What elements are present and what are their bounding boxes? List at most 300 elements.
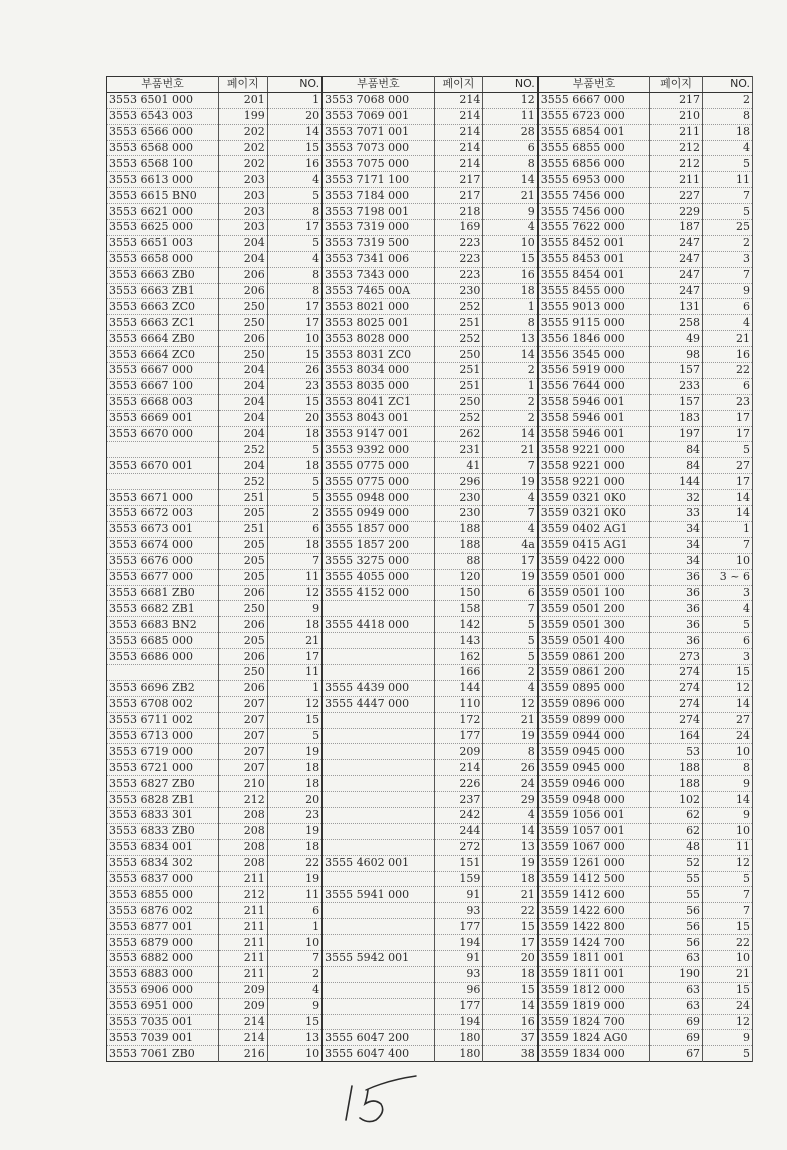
- page-cell: 36: [650, 617, 703, 633]
- no-cell: 15: [267, 347, 322, 363]
- no-cell: 4: [703, 140, 753, 156]
- no-cell: 23: [703, 394, 753, 410]
- page-cell: 247: [650, 235, 703, 251]
- part-number-cell: 3559 1811 001: [538, 966, 650, 982]
- page-cell: 204: [218, 378, 267, 394]
- no-cell: 12: [483, 696, 538, 712]
- part-number-cell: 3553 6667 000: [107, 363, 219, 379]
- no-cell: 4: [483, 220, 538, 236]
- part-number-cell: 3553 9392 000: [322, 442, 434, 458]
- page-cell: 144: [434, 680, 483, 696]
- part-number-cell: 3559 1412 500: [538, 871, 650, 887]
- no-cell: 15: [267, 140, 322, 156]
- part-number-cell: 3553 6833 301: [107, 807, 219, 823]
- part-number-cell: [322, 776, 434, 792]
- no-cell: 8: [267, 283, 322, 299]
- page-cell: 202: [218, 140, 267, 156]
- page-cell: 157: [650, 363, 703, 379]
- no-cell: 10: [703, 553, 753, 569]
- page-cell: 157: [650, 394, 703, 410]
- page-cell: 205: [218, 633, 267, 649]
- part-number-cell: 3553 7341 006: [322, 251, 434, 267]
- part-number-cell: 3559 1422 600: [538, 903, 650, 919]
- page-cell: 223: [434, 267, 483, 283]
- part-number-cell: 3553 6663 ZB1: [107, 283, 219, 299]
- page-cell: 274: [650, 680, 703, 696]
- no-cell: 17: [703, 474, 753, 490]
- no-cell: 11: [267, 569, 322, 585]
- table-row: [107, 506, 753, 522]
- page-cell: 151: [434, 855, 483, 871]
- no-cell: 8: [483, 156, 538, 172]
- page-cell: 110: [434, 696, 483, 712]
- no-cell: 8: [703, 760, 753, 776]
- page-cell: 158: [434, 601, 483, 617]
- no-cell: 16: [483, 267, 538, 283]
- page-cell: 207: [218, 760, 267, 776]
- part-number-cell: 3555 6047 400: [322, 1046, 434, 1062]
- part-number-cell: 3553 6876 002: [107, 903, 219, 919]
- no-cell: 5: [267, 235, 322, 251]
- part-number-cell: 3553 6501 000: [107, 92, 219, 108]
- no-cell: 14: [483, 998, 538, 1014]
- part-number-cell: 3553 6686 000: [107, 649, 219, 665]
- no-cell: 6: [703, 633, 753, 649]
- no-cell: 15: [267, 712, 322, 728]
- page-cell: 209: [218, 998, 267, 1014]
- page-cell: 203: [218, 220, 267, 236]
- part-number-cell: 3553 8031 ZC0: [322, 347, 434, 363]
- part-number-cell: 3555 4602 001: [322, 855, 434, 871]
- no-cell: 9: [267, 998, 322, 1014]
- part-number-cell: 3553 6615 BN0: [107, 188, 219, 204]
- no-cell: 19: [267, 823, 322, 839]
- part-number-cell: 3555 7456 000: [538, 204, 650, 220]
- part-number-cell: 3555 8453 001: [538, 251, 650, 267]
- page-cell: 52: [650, 855, 703, 871]
- table-row: [107, 744, 753, 760]
- no-cell: 25: [703, 220, 753, 236]
- part-number-cell: [322, 760, 434, 776]
- table-row: [107, 712, 753, 728]
- part-number-cell: 3553 8021 000: [322, 299, 434, 315]
- no-cell: 8: [267, 204, 322, 220]
- no-cell: 12: [703, 680, 753, 696]
- header-part-number: 부품번호: [322, 77, 434, 93]
- page-cell: 91: [434, 887, 483, 903]
- no-cell: 8: [483, 315, 538, 331]
- header-page: 페이지: [650, 77, 703, 93]
- page-cell: 223: [434, 235, 483, 251]
- table-row: [107, 299, 753, 315]
- page-cell: 34: [650, 553, 703, 569]
- part-number-cell: 3559 1422 800: [538, 919, 650, 935]
- part-number-cell: 3553 6696 ZB2: [107, 680, 219, 696]
- page-cell: 210: [218, 776, 267, 792]
- page-cell: 199: [218, 108, 267, 124]
- no-cell: 2: [703, 235, 753, 251]
- no-cell: 7: [483, 458, 538, 474]
- page-cell: 242: [434, 807, 483, 823]
- page-cell: 247: [650, 251, 703, 267]
- page-cell: 188: [650, 776, 703, 792]
- page-cell: 166: [434, 664, 483, 680]
- no-cell: 13: [483, 331, 538, 347]
- no-cell: 11: [703, 839, 753, 855]
- page-cell: 250: [218, 347, 267, 363]
- no-cell: 14: [703, 490, 753, 506]
- page-cell: 227: [650, 188, 703, 204]
- part-number-cell: 3553 6677 000: [107, 569, 219, 585]
- page-cell: 204: [218, 394, 267, 410]
- part-number-cell: 3553 6951 000: [107, 998, 219, 1014]
- page-cell: 244: [434, 823, 483, 839]
- part-number-cell: 3553 7171 100: [322, 172, 434, 188]
- no-cell: 5: [267, 474, 322, 490]
- part-number-cell: 3555 3275 000: [322, 553, 434, 569]
- page-cell: 208: [218, 855, 267, 871]
- page-cell: 55: [650, 871, 703, 887]
- part-number-cell: 3556 7644 000: [538, 378, 650, 394]
- page-cell: 205: [218, 553, 267, 569]
- page-cell: 251: [434, 378, 483, 394]
- part-number-cell: 3555 6855 000: [538, 140, 650, 156]
- table-row: [107, 490, 753, 506]
- no-cell: 15: [483, 919, 538, 935]
- page-cell: 177: [434, 998, 483, 1014]
- no-cell: 2: [483, 394, 538, 410]
- no-cell: 1: [267, 92, 322, 108]
- page-cell: 208: [218, 807, 267, 823]
- header-row: [107, 77, 753, 93]
- no-cell: 7: [483, 601, 538, 617]
- page-cell: 203: [218, 204, 267, 220]
- page-cell: 34: [650, 521, 703, 537]
- part-number-cell: 3553 7071 001: [322, 124, 434, 140]
- page-cell: 204: [218, 458, 267, 474]
- page-cell: 172: [434, 712, 483, 728]
- no-cell: 5: [483, 617, 538, 633]
- part-number-cell: [322, 982, 434, 998]
- no-cell: 8: [703, 108, 753, 124]
- page-cell: 204: [218, 426, 267, 442]
- no-cell: 1: [267, 919, 322, 935]
- part-number-cell: [322, 935, 434, 951]
- page-cell: 63: [650, 950, 703, 966]
- table-row: [107, 188, 753, 204]
- page-cell: 217: [434, 172, 483, 188]
- part-number-cell: 3553 6663 ZC1: [107, 315, 219, 331]
- page-cell: 226: [434, 776, 483, 792]
- page-cell: 205: [218, 506, 267, 522]
- no-cell: 14: [483, 347, 538, 363]
- no-cell: 10: [703, 950, 753, 966]
- part-number-cell: 3559 0402 AG1: [538, 521, 650, 537]
- part-number-cell: 3553 6568 000: [107, 140, 219, 156]
- part-number-cell: 3559 0895 000: [538, 680, 650, 696]
- part-number-cell: 3555 8455 000: [538, 283, 650, 299]
- part-number-cell: 3556 5919 000: [538, 363, 650, 379]
- no-cell: 6: [483, 585, 538, 601]
- no-cell: 13: [483, 839, 538, 855]
- table-row: [107, 553, 753, 569]
- no-cell: 7: [703, 887, 753, 903]
- table-row: [107, 283, 753, 299]
- page-cell: 214: [434, 140, 483, 156]
- table-row: [107, 919, 753, 935]
- part-number-cell: 3555 4055 000: [322, 569, 434, 585]
- no-cell: 16: [703, 347, 753, 363]
- page-cell: 211: [218, 903, 267, 919]
- part-number-cell: 3559 0501 100: [538, 585, 650, 601]
- part-number-cell: 3559 0899 000: [538, 712, 650, 728]
- part-number-cell: 3553 6667 100: [107, 378, 219, 394]
- no-cell: 5: [703, 442, 753, 458]
- part-number-cell: [322, 792, 434, 808]
- part-number-cell: 3553 6719 000: [107, 744, 219, 760]
- page-cell: 204: [218, 363, 267, 379]
- page-cell: 206: [218, 267, 267, 283]
- part-number-cell: 3559 0945 000: [538, 760, 650, 776]
- page-cell: 211: [218, 966, 267, 982]
- table-row: [107, 331, 753, 347]
- page-cell: 63: [650, 998, 703, 1014]
- part-number-cell: 3559 0861 200: [538, 649, 650, 665]
- part-number-cell: [107, 474, 219, 490]
- page-cell: 274: [650, 712, 703, 728]
- header-page: 페이지: [434, 77, 483, 93]
- part-number-cell: 3553 6663 ZC0: [107, 299, 219, 315]
- no-cell: 5: [267, 728, 322, 744]
- part-number-cell: [322, 807, 434, 823]
- header-no: NO.: [267, 77, 322, 93]
- no-cell: 2: [703, 92, 753, 108]
- page-cell: 204: [218, 251, 267, 267]
- parts-index-table: [106, 76, 753, 1062]
- part-number-cell: 3553 6671 000: [107, 490, 219, 506]
- page-cell: 229: [650, 204, 703, 220]
- part-number-cell: 3553 6651 003: [107, 235, 219, 251]
- table-row: [107, 950, 753, 966]
- table-row: [107, 871, 753, 887]
- no-cell: 2: [483, 363, 538, 379]
- part-number-cell: [322, 728, 434, 744]
- no-cell: 18: [267, 426, 322, 442]
- page-cell: 212: [218, 887, 267, 903]
- page-cell: 250: [218, 299, 267, 315]
- no-cell: 23: [267, 378, 322, 394]
- part-number-cell: 3553 6621 000: [107, 204, 219, 220]
- table-row: [107, 251, 753, 267]
- part-number-cell: 3553 6669 001: [107, 410, 219, 426]
- page-cell: 211: [218, 935, 267, 951]
- no-cell: 7: [703, 267, 753, 283]
- part-number-cell: [322, 1014, 434, 1030]
- no-cell: 23: [267, 807, 322, 823]
- no-cell: 16: [267, 156, 322, 172]
- no-cell: 38: [483, 1046, 538, 1062]
- page-cell: 250: [218, 601, 267, 617]
- page-cell: 218: [434, 204, 483, 220]
- part-number-cell: 3556 1846 000: [538, 331, 650, 347]
- no-cell: 14: [703, 696, 753, 712]
- no-cell: 12: [267, 696, 322, 712]
- part-number-cell: 3553 6543 003: [107, 108, 219, 124]
- table-row: [107, 426, 753, 442]
- no-cell: 3: [703, 649, 753, 665]
- part-number-cell: [322, 712, 434, 728]
- no-cell: 14: [703, 506, 753, 522]
- part-number-cell: 3553 6833 ZB0: [107, 823, 219, 839]
- no-cell: 26: [267, 363, 322, 379]
- page-cell: 98: [650, 347, 703, 363]
- page-cell: 217: [650, 92, 703, 108]
- part-number-cell: 3553 6708 002: [107, 696, 219, 712]
- no-cell: 19: [483, 728, 538, 744]
- no-cell: 8: [267, 267, 322, 283]
- table-row: [107, 696, 753, 712]
- no-cell: 7: [267, 950, 322, 966]
- page-cell: 206: [218, 617, 267, 633]
- page-cell: 237: [434, 792, 483, 808]
- part-number-cell: 3555 4152 000: [322, 585, 434, 601]
- table-row: [107, 728, 753, 744]
- page-cell: 96: [434, 982, 483, 998]
- no-cell: 1: [267, 680, 322, 696]
- page-cell: 212: [650, 140, 703, 156]
- no-cell: 10: [483, 235, 538, 251]
- part-number-cell: 3556 3545 000: [538, 347, 650, 363]
- no-cell: 10: [267, 331, 322, 347]
- no-cell: 14: [267, 124, 322, 140]
- part-number-cell: 3555 7622 000: [538, 220, 650, 236]
- no-cell: 7: [703, 188, 753, 204]
- page-cell: 177: [434, 728, 483, 744]
- table-row: [107, 124, 753, 140]
- no-cell: 2: [267, 966, 322, 982]
- no-cell: 19: [267, 871, 322, 887]
- no-cell: 22: [483, 903, 538, 919]
- no-cell: 4: [483, 490, 538, 506]
- part-number-cell: 3559 1824 700: [538, 1014, 650, 1030]
- part-number-cell: 3553 8043 001: [322, 410, 434, 426]
- no-cell: 20: [483, 950, 538, 966]
- part-number-cell: 3553 7075 000: [322, 156, 434, 172]
- no-cell: 9: [703, 807, 753, 823]
- part-number-cell: [107, 664, 219, 680]
- table-row: [107, 458, 753, 474]
- no-cell: 22: [703, 935, 753, 951]
- no-cell: 18: [267, 537, 322, 553]
- no-cell: 14: [703, 792, 753, 808]
- no-cell: 18: [483, 966, 538, 982]
- part-number-cell: 3559 0946 000: [538, 776, 650, 792]
- part-number-cell: [107, 442, 219, 458]
- part-number-cell: 3553 6827 ZB0: [107, 776, 219, 792]
- no-cell: 22: [267, 855, 322, 871]
- page-cell: 203: [218, 188, 267, 204]
- part-number-cell: 3559 0501 000: [538, 569, 650, 585]
- page-cell: 274: [650, 664, 703, 680]
- no-cell: 4: [483, 807, 538, 823]
- page-cell: 258: [650, 315, 703, 331]
- page-cell: 206: [218, 649, 267, 665]
- page-cell: 36: [650, 569, 703, 585]
- no-cell: 5: [703, 204, 753, 220]
- part-number-cell: 3558 5946 001: [538, 410, 650, 426]
- part-number-cell: 3559 1067 000: [538, 839, 650, 855]
- table-row: [107, 140, 753, 156]
- part-number-cell: 3553 6683 BN2: [107, 617, 219, 633]
- page-cell: 211: [218, 871, 267, 887]
- part-number-cell: 3553 7184 000: [322, 188, 434, 204]
- no-cell: 22: [703, 363, 753, 379]
- no-cell: 11: [267, 664, 322, 680]
- part-number-cell: 3555 4439 000: [322, 680, 434, 696]
- part-number-cell: 3559 1056 001: [538, 807, 650, 823]
- header-no: NO.: [703, 77, 753, 93]
- no-cell: 37: [483, 1030, 538, 1046]
- page-cell: 206: [218, 680, 267, 696]
- no-cell: 21: [483, 712, 538, 728]
- no-cell: 21: [267, 633, 322, 649]
- page-cell: 36: [650, 585, 703, 601]
- no-cell: 27: [703, 712, 753, 728]
- page-cell: 188: [650, 760, 703, 776]
- table-row: [107, 633, 753, 649]
- part-number-cell: 3559 1424 700: [538, 935, 650, 951]
- part-number-cell: 3553 6681 ZB0: [107, 585, 219, 601]
- page-cell: 67: [650, 1046, 703, 1062]
- page-cell: 33: [650, 506, 703, 522]
- page-cell: 233: [650, 378, 703, 394]
- part-number-cell: 3559 0861 200: [538, 664, 650, 680]
- no-cell: 21: [483, 442, 538, 458]
- part-number-cell: 3559 1811 001: [538, 950, 650, 966]
- page-cell: 69: [650, 1014, 703, 1030]
- no-cell: 26: [483, 760, 538, 776]
- table-row: [107, 1030, 753, 1046]
- page-cell: 194: [434, 935, 483, 951]
- no-cell: 11: [483, 108, 538, 124]
- no-cell: 6: [267, 903, 322, 919]
- page-cell: 159: [434, 871, 483, 887]
- no-cell: 12: [703, 855, 753, 871]
- part-number-cell: 3553 6664 ZB0: [107, 331, 219, 347]
- no-cell: 7: [267, 553, 322, 569]
- part-number-cell: 3558 9221 000: [538, 474, 650, 490]
- part-number-cell: 3559 1261 000: [538, 855, 650, 871]
- table-row: [107, 776, 753, 792]
- table-row: [107, 442, 753, 458]
- table-row: [107, 172, 753, 188]
- no-cell: 17: [267, 220, 322, 236]
- page-cell: 211: [218, 919, 267, 935]
- part-number-cell: 3555 0775 000: [322, 474, 434, 490]
- part-number-cell: [322, 871, 434, 887]
- page-cell: 273: [650, 649, 703, 665]
- no-cell: 2: [267, 506, 322, 522]
- page-cell: 62: [650, 807, 703, 823]
- no-cell: 18: [483, 871, 538, 887]
- page-cell: 32: [650, 490, 703, 506]
- page-cell: 252: [434, 410, 483, 426]
- no-cell: 12: [703, 1014, 753, 1030]
- no-cell: 4: [483, 680, 538, 696]
- no-cell: 15: [483, 982, 538, 998]
- no-cell: 5: [483, 633, 538, 649]
- page-cell: 217: [434, 188, 483, 204]
